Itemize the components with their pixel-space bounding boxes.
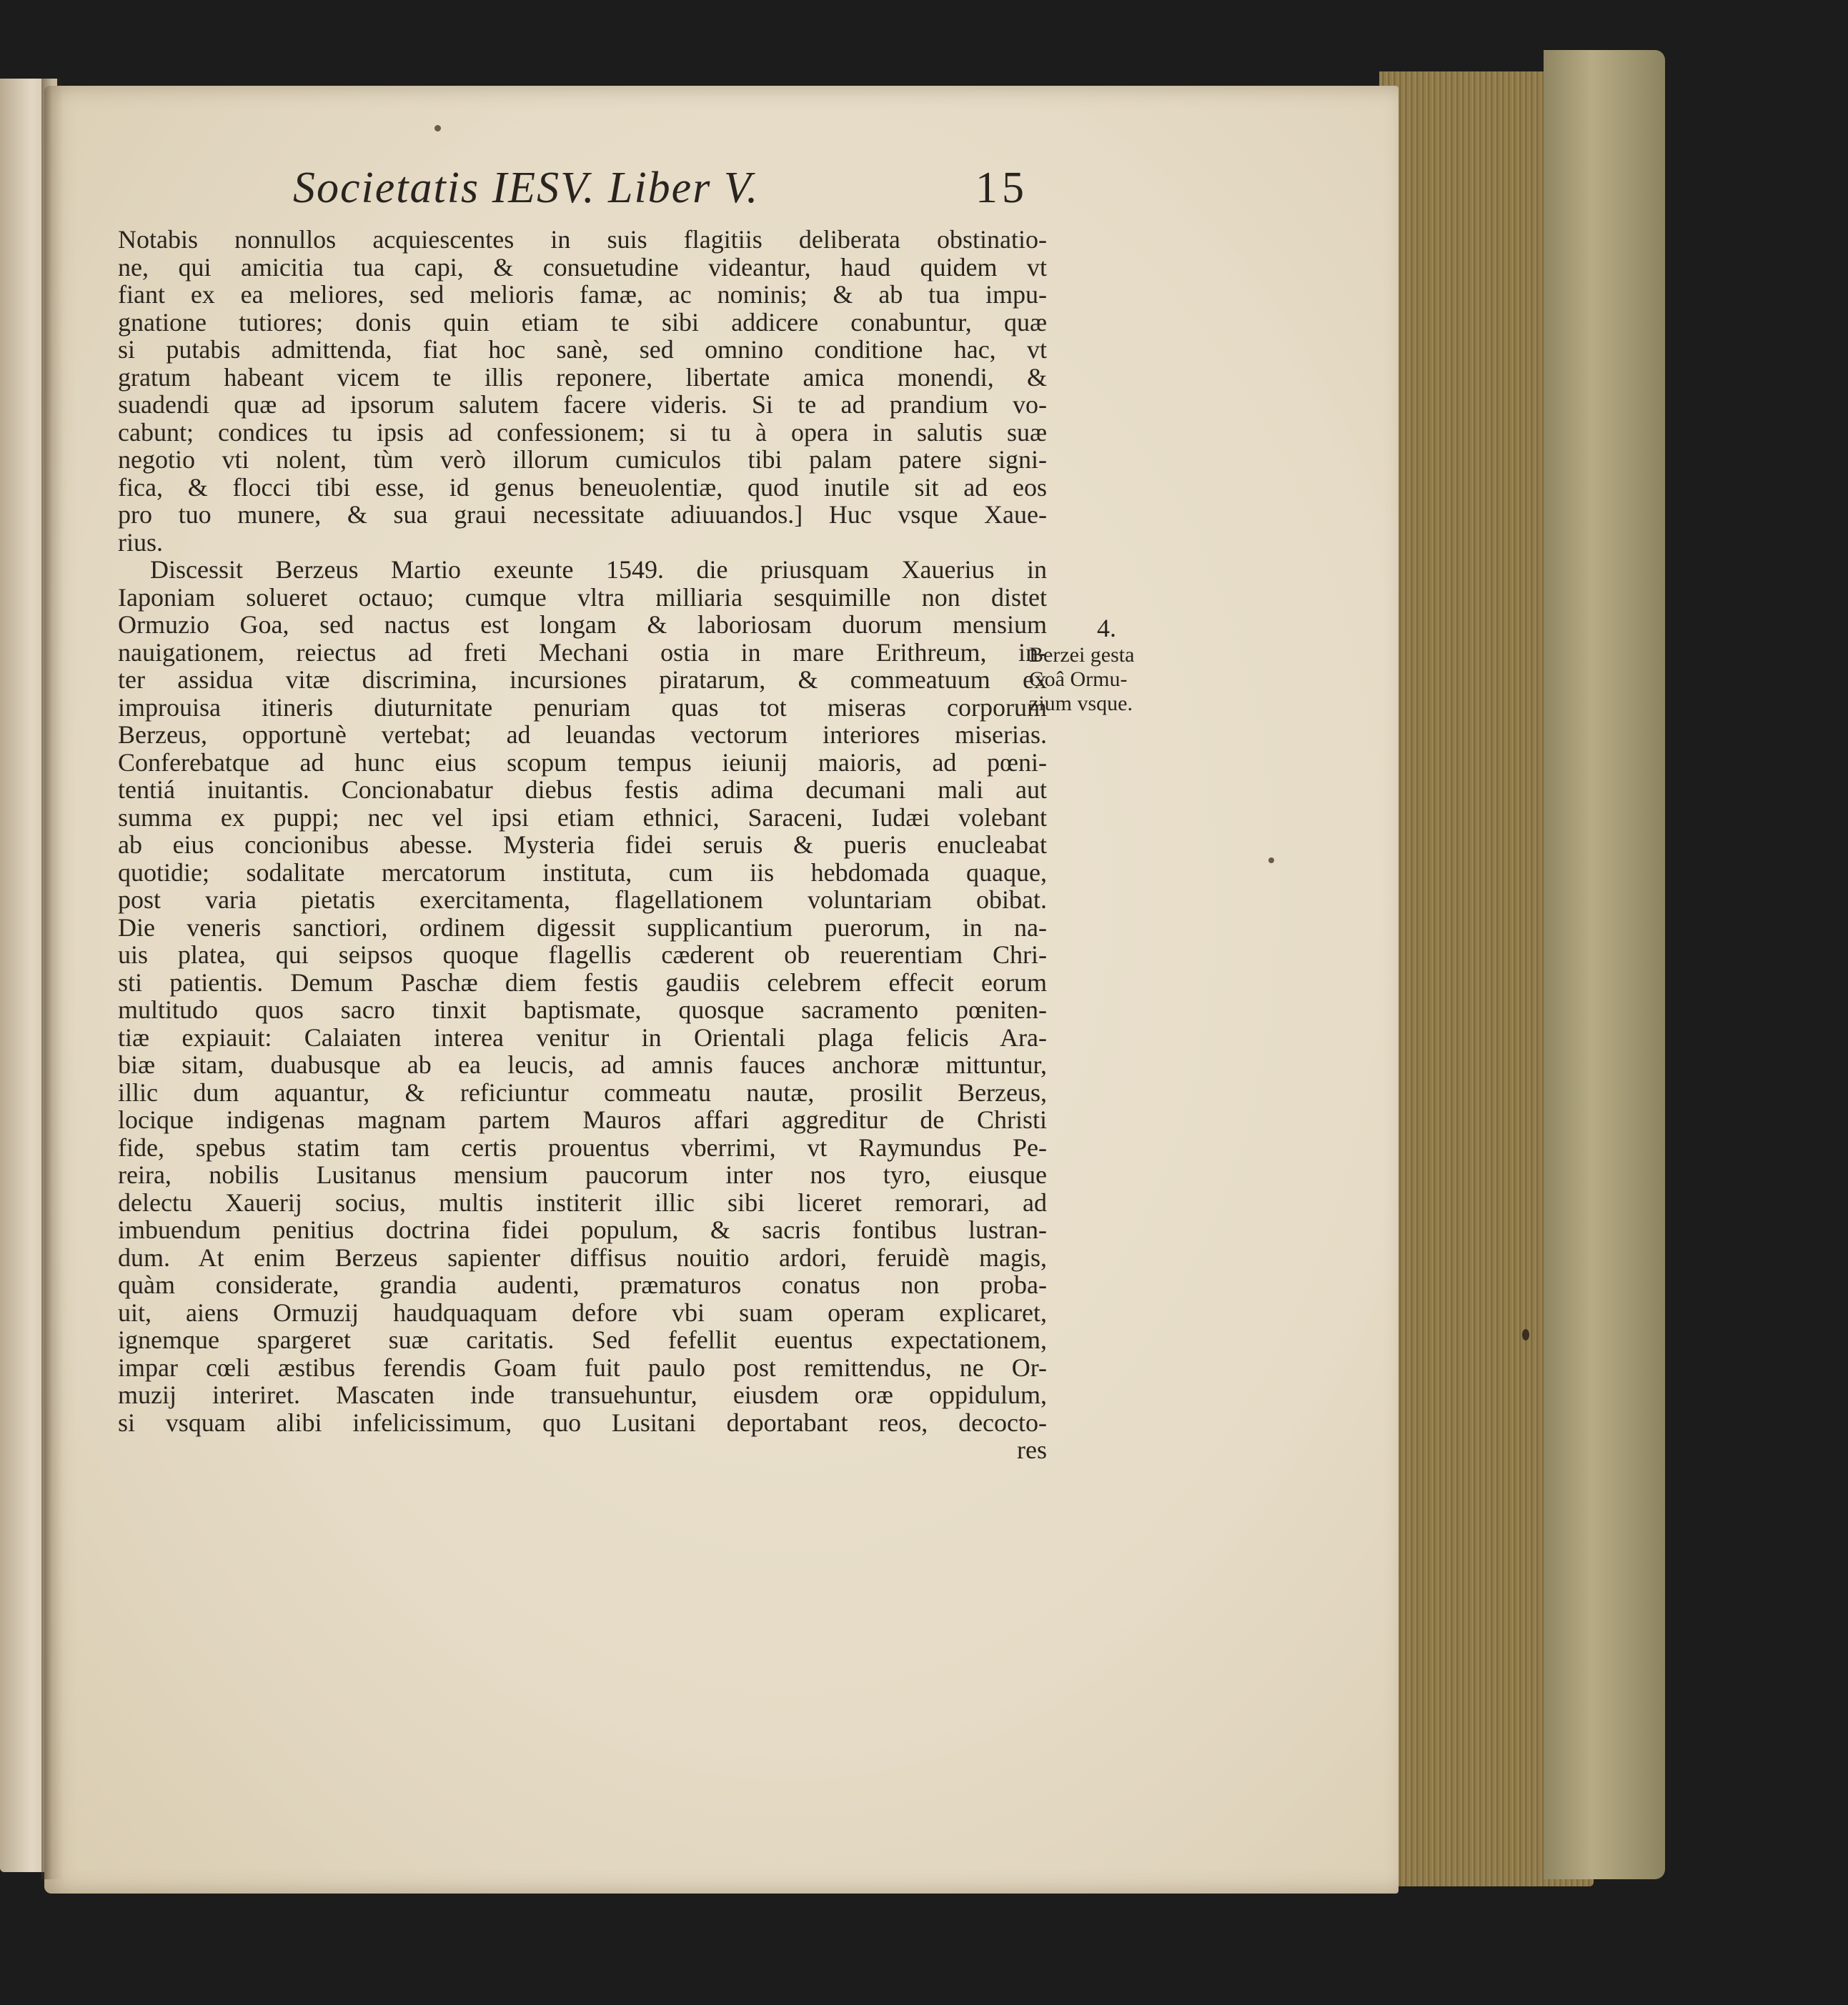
text-line: Ormuzio Goa, sed nactus est longam & laboriosam duorum mensium: [118, 610, 1047, 639]
text-line: imbuendum penitius doctrina fidei populum, & sacris fontibus lustran-: [118, 1215, 1047, 1244]
text-line: quàm considerate, grandia audenti, præmaturos conatus non proba-: [118, 1270, 1047, 1299]
binding-gutter: [41, 79, 63, 1879]
text-line: fica, & flocci tibi esse, id genus beneuolentiæ, quod inutile sit ad eos: [118, 472, 1047, 502]
text-line: fiant ex ea meliores, sed melioris famæ, ac nominis; & ab tua impu-: [118, 280, 1047, 309]
text-line: locique indigenas magnam partem Mauros affari aggreditur de Christi: [118, 1105, 1047, 1134]
text-line: si vsquam alibi infelicissimum, quo Lusitani deportabant reos, decocto-: [118, 1408, 1047, 1437]
text-line: improuisa itineris diuturnitate penuriam quas tot miseras corporum: [118, 692, 1047, 722]
text-line: illic dum aquantur, & reficiuntur commeatu nautæ, prosilit Berzeus,: [118, 1078, 1047, 1107]
text-line: ne, qui amicitia tua capi, & consuetudine videantur, haud quidem vt: [118, 252, 1047, 282]
paper-speck: [434, 125, 441, 131]
text-line: pro tuo munere, & sua graui necessitate adiuuandos.] Huc vsque Xaue-: [118, 500, 1047, 529]
text-line: negotio vti nolent, tùm verò illorum cumiculos tibi palam patere signi-: [118, 445, 1047, 474]
text-line: post varia pietatis exercitamenta, flagellationem voluntariam obibat.: [118, 885, 1047, 914]
text-line: Notabis nonnullos acquiescentes in suis flagitiis deliberata obstinatio-: [118, 225, 1047, 254]
running-head: Societatis IESV. Liber V.: [293, 164, 760, 212]
text-line: quotidie; sodalitate mercatorum instituta, cum iis hebdomada quaque,: [118, 857, 1047, 887]
text-line: ab eius concionibus abesse. Mysteria fidei seruis & pueris enucleabat: [118, 830, 1047, 859]
text-line: ter assidua vitæ discrimina, incursiones piratarum, & commeatuum ex: [118, 665, 1047, 694]
text-line: Berzeus, opportunè vertebat; ad leuandas vectorum interiores miserias.: [118, 720, 1047, 749]
marginal-note-line: Berzei gesta: [1029, 643, 1135, 667]
marginal-note-line: Goâ Ormu-: [1029, 667, 1128, 691]
section-number: 4.: [1097, 614, 1116, 642]
text-line: Conferebatque ad hunc eius scopum tempus ieiunij maioris, ad pœni-: [118, 747, 1047, 777]
book-cover-edge: [1544, 50, 1665, 1879]
text-line: cabunt; condices tu ipsis ad confessionem; si tu à opera in salutis suæ: [118, 417, 1047, 447]
text-line: reira, nobilis Lusitanus mensium paucorum inter nos tyro, eiusque: [118, 1160, 1047, 1189]
paper-speck: [1522, 1329, 1529, 1340]
text-line: fide, spebus statim tam certis prouentus vberrimi, vt Raymundus Pe-: [118, 1133, 1047, 1162]
text-line: nauigationem, reiectus ad freti Mechani ostia in mare Erithreum, in-: [118, 637, 1047, 667]
text-line: impar cœli æstibus ferendis Goam fuit paulo post remittendus, ne Or-: [118, 1353, 1047, 1382]
catchword: res: [1017, 1436, 1047, 1464]
paper-speck: [1268, 857, 1274, 863]
text-line: sti patientis. Demum Paschæ diem festis gaudiis celebrem effecit eorum: [118, 967, 1047, 997]
text-line: Discessit Berzeus Martio exeunte 1549. die priusquam Xauerius in: [150, 555, 1047, 584]
text-line: gratum habeant vicem te illis reponere, libertate amica monendi, &: [118, 362, 1047, 392]
marginal-note: [1029, 643, 1179, 716]
text-line: tentiá inuitantis. Concionabatur diebus festis adima decumani mali aut: [118, 775, 1047, 804]
text-line: tiæ expiauit: Calaiaten interea venitur in Orientali plaga felicis Ara-: [118, 1023, 1047, 1052]
page-number: 15: [975, 164, 1028, 212]
text-line: delectu Xauerij socius, multis institerit illic sibi liceret remorari, ad: [118, 1188, 1047, 1217]
text-line: suadendi quæ ad ipsorum salutem facere videris. Si te ad prandium vo-: [118, 390, 1047, 419]
text-line: summa ex puppi; nec vel ipsi etiam ethnici, Saraceni, Iudæi volebant: [118, 802, 1047, 832]
text-line: Die veneris sanctiori, ordinem digessit supplicantium puerorum, in na-: [118, 912, 1047, 942]
text-line: multitudo quos sacro tinxit baptismate, quosque sacramento pœniten-: [118, 995, 1047, 1024]
body-text: [118, 226, 1047, 1464]
text-line: dum. At enim Berzeus sapienter diffisus nouitio ardori, feruidè magis,: [118, 1243, 1047, 1272]
text-line: biæ sitam, duabusque ab ea leucis, ad amnis fauces anchoræ mittuntur,: [118, 1050, 1047, 1079]
text-line: Iaponiam solueret octauo; cumque vltra milliaria sesquimille non distet: [118, 582, 1047, 612]
text-line: gnatione tutiores; donis quin etiam te sibi addicere conabuntur, quæ: [118, 307, 1047, 337]
text-line: muzij interiret. Mascaten inde transuehuntur, eiusdem oræ oppidulum,: [118, 1380, 1047, 1409]
marginal-note-line: zium vsque.: [1029, 692, 1133, 715]
text-line: uis platea, qui seipsos quoque flagellis cæderent ob reuerentiam Chri-: [118, 940, 1047, 969]
text-line: ignemque spargeret suæ caritatis. Sed fefellit euentus expectationem,: [118, 1325, 1047, 1354]
text-line: si putabis admittenda, fiat hoc sanè, sed omnino conditione hac, vt: [118, 335, 1047, 364]
text-line: rius.: [118, 527, 163, 557]
text-line: uit, aiens Ormuzij haudquaquam defore vbi suam operam explicaret,: [118, 1298, 1047, 1327]
